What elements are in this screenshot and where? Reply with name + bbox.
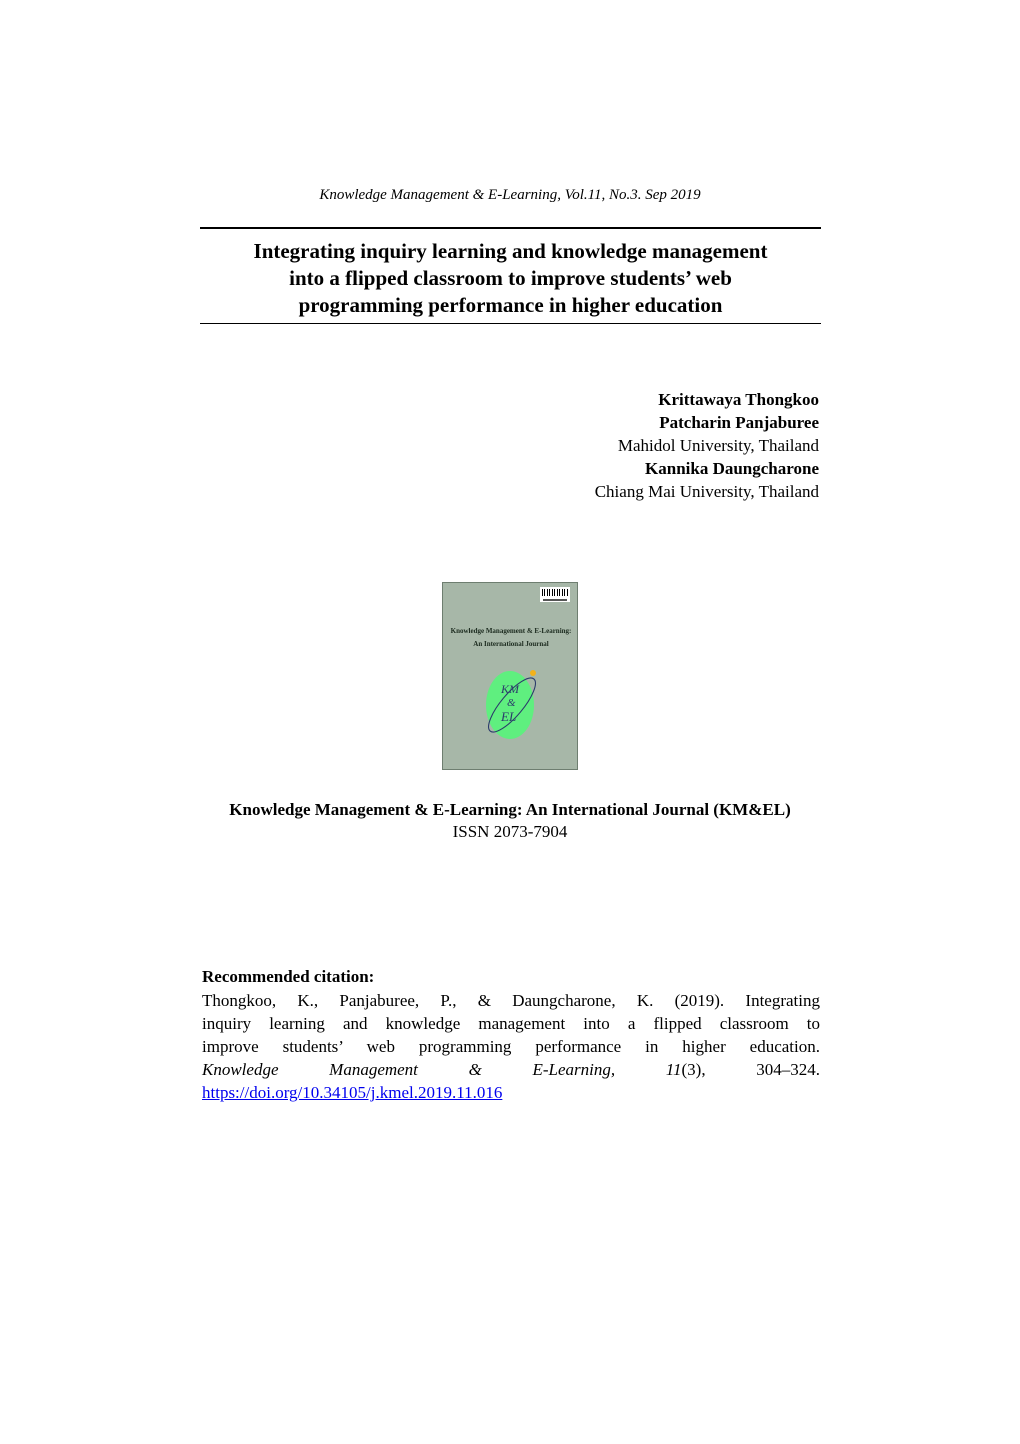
author-affiliation: Chiang Mai University, Thailand — [594, 482, 819, 501]
citation-line: inquiry learning and knowledge management into a flipped classroom to — [202, 1014, 820, 1033]
author-name: Krittawaya Thongkoo — [658, 390, 819, 409]
journal-name: Knowledge Management & E-Learning: An International Journal (KM&EL) — [229, 800, 791, 819]
journal-cover-image — [442, 582, 578, 770]
author-block — [595, 388, 819, 503]
cover-title-line: Knowledge Management & E-Learning: — [450, 627, 572, 635]
citation-issue-pages: (3), 304–324. — [681, 1060, 821, 1079]
paper-title — [200, 238, 821, 319]
logo-text-km: KM — [501, 682, 519, 696]
issn: ISSN 2073-7904 — [452, 822, 568, 841]
running-head: Knowledge Management & E-Learning, Vol.11, No.3. Sep 2019 — [319, 187, 701, 203]
logo-text-el: EL — [501, 709, 517, 724]
doi-link[interactable]: https://doi.org/10.34105/j.kmel.2019.11.016 — [202, 1083, 503, 1102]
citation-line: Thongkoo, K., Panjaburee, P., & Daungcharone, K. (2019). Integrating — [202, 991, 820, 1010]
citation-journal: Knowledge Management & E-Learning, — [202, 1060, 616, 1079]
author-name: Patcharin Panjaburee — [659, 413, 819, 432]
title-rule-bottom — [200, 323, 821, 324]
cover-title-line: An International Journal — [473, 640, 549, 648]
citation-line: improve students’ web programming performance in higher education. — [202, 1037, 820, 1056]
logo-orbit-dot — [530, 670, 536, 676]
barcode-icon — [540, 587, 570, 602]
kmel-logo-icon — [477, 663, 547, 743]
title-line: programming performance in higher education — [298, 293, 723, 317]
citation-volume: 11 — [665, 1060, 682, 1079]
author-affiliation: Mahidol University, Thailand — [617, 436, 819, 455]
title-line: Integrating inquiry learning and knowledge management — [253, 239, 768, 263]
logo-text-amp: & — [507, 697, 516, 709]
citation-line — [202, 1081, 820, 1104]
citation-line — [202, 1058, 820, 1081]
author-name: Kannika Daungcharone — [645, 459, 819, 478]
cover-title — [443, 625, 579, 651]
title-line: into a flipped classroom to improve students’ web — [289, 266, 732, 290]
citation-heading: Recommended citation: — [202, 967, 375, 986]
title-rule-top — [200, 227, 821, 229]
citation-text — [202, 989, 820, 1104]
